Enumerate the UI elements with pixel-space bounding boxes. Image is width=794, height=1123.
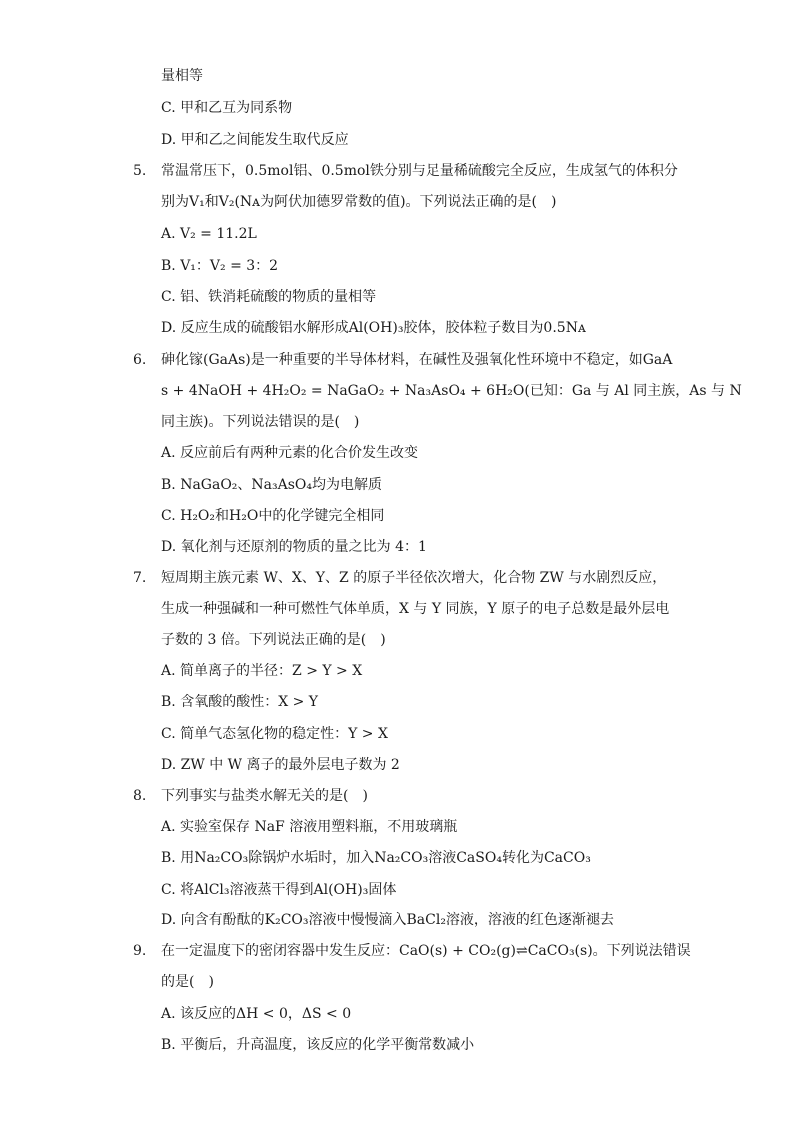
q8-number: 8. (133, 788, 147, 804)
q7-stem-line1: 短周期主族元素 W、X、Y、Z 的原子半径依次增大，化合物 ZW 与水剧烈反应， (161, 570, 667, 586)
q8-option-a: A. 实验室保存 NaF 溶液用塑料瓶，不用玻璃瓶 (161, 819, 458, 835)
q5-option-c: C. 铝、铁消耗硫酸的物质的量相等 (161, 289, 377, 305)
q9-option-b: B. 平衡后，升高温度，该反应的化学平衡常数减小 (161, 1037, 475, 1053)
q7-option-c: C. 简单气态氢化物的稳定性：Y > X (161, 726, 388, 742)
q7-number: 7. (133, 570, 147, 586)
q5-option-b: B. V₁：V₂ = 3：2 (161, 258, 279, 274)
q6-stem-line2: s + 4NaOH + 4H₂O₂ = NaGaO₂ + Na₃AsO₄ + 6H₂O(已知：Ga 与 Al 同主族，As 与 N (161, 383, 742, 399)
q7-option-d: D. ZW 中 W 离子的最外层电子数为 2 (161, 757, 400, 773)
q5-option-a: A. V₂ = 11.2L (161, 226, 257, 242)
q8-stem-line1: 下列事实与盐类水解无关的是( ) (161, 788, 368, 804)
q6-option-d: D. 氧化剂与还原剂的物质的量之比为 4：1 (161, 539, 427, 555)
q6-stem-line3: 同主族)。下列说法错误的是( ) (161, 414, 360, 430)
q9-stem-line2: 的是( ) (161, 974, 214, 990)
q7-option-b: B. 含氧酸的酸性：X > Y (161, 694, 319, 710)
q4-option-d: D. 甲和乙之间能发生取代反应 (161, 132, 349, 148)
q4-option-c: C. 甲和乙互为同系物 (161, 100, 293, 116)
q9-number: 9. (133, 943, 147, 959)
q8-option-d: D. 向含有酚酞的K₂CO₃溶液中慢慢滴入BaCl₂溶液，溶液的红色逐渐褪去 (161, 912, 614, 928)
q8-option-c: C. 将AlCl₃溶液蒸干得到Al(OH)₃固体 (161, 882, 397, 898)
q8-option-b: B. 用Na₂CO₃除锅炉水垢时，加入Na₂CO₃溶液CaSO₄转化为CaCO₃ (161, 850, 591, 866)
q6-number: 6. (133, 352, 147, 368)
q4-continuation: 量相等 (161, 68, 203, 84)
q9-stem-line1: 在一定温度下的密闭容器中发生反应：CaO(s) + CO₂(g)⇌CaCO₃(s)。下列说法错误 (161, 943, 691, 959)
q5-stem-line1: 常温常压下，0.5mol铝、0.5mol铁分别与足量稀硫酸完全反应，生成氢气的体积分 (161, 163, 678, 179)
q9-option-a: A. 该反应的ΔH < 0，ΔS < 0 (161, 1006, 352, 1022)
q6-stem-line1: 砷化镓(GaAs)是一种重要的半导体材料，在碱性及强氧化性环境中不稳定，如GaA (161, 352, 673, 368)
q7-stem-line2: 生成一种强碱和一种可燃性气体单质，X 与 Y 同族，Y 原子的电子总数是最外层电 (161, 601, 670, 617)
q5-option-d: D. 反应生成的硫酸铝水解形成Al(OH)₃胶体，胶体粒子数目为0.5Nᴀ (161, 320, 586, 336)
q6-option-c: C. H₂O₂和H₂O中的化学键完全相同 (161, 508, 385, 524)
q7-option-a: A. 简单离子的半径：Z > Y > X (161, 663, 363, 679)
q5-stem-line2: 别为V₁和V₂(Nᴀ为阿伏加德罗常数的值)。下列说法正确的是( ) (161, 194, 557, 210)
q6-option-b: B. NaGaO₂、Na₃AsO₄均为电解质 (161, 477, 382, 493)
q5-number: 5. (133, 163, 147, 179)
q7-stem-line3: 子数的 3 倍。下列说法正确的是( ) (161, 632, 386, 648)
q6-option-a: A. 反应前后有两种元素的化合价发生改变 (161, 445, 419, 461)
